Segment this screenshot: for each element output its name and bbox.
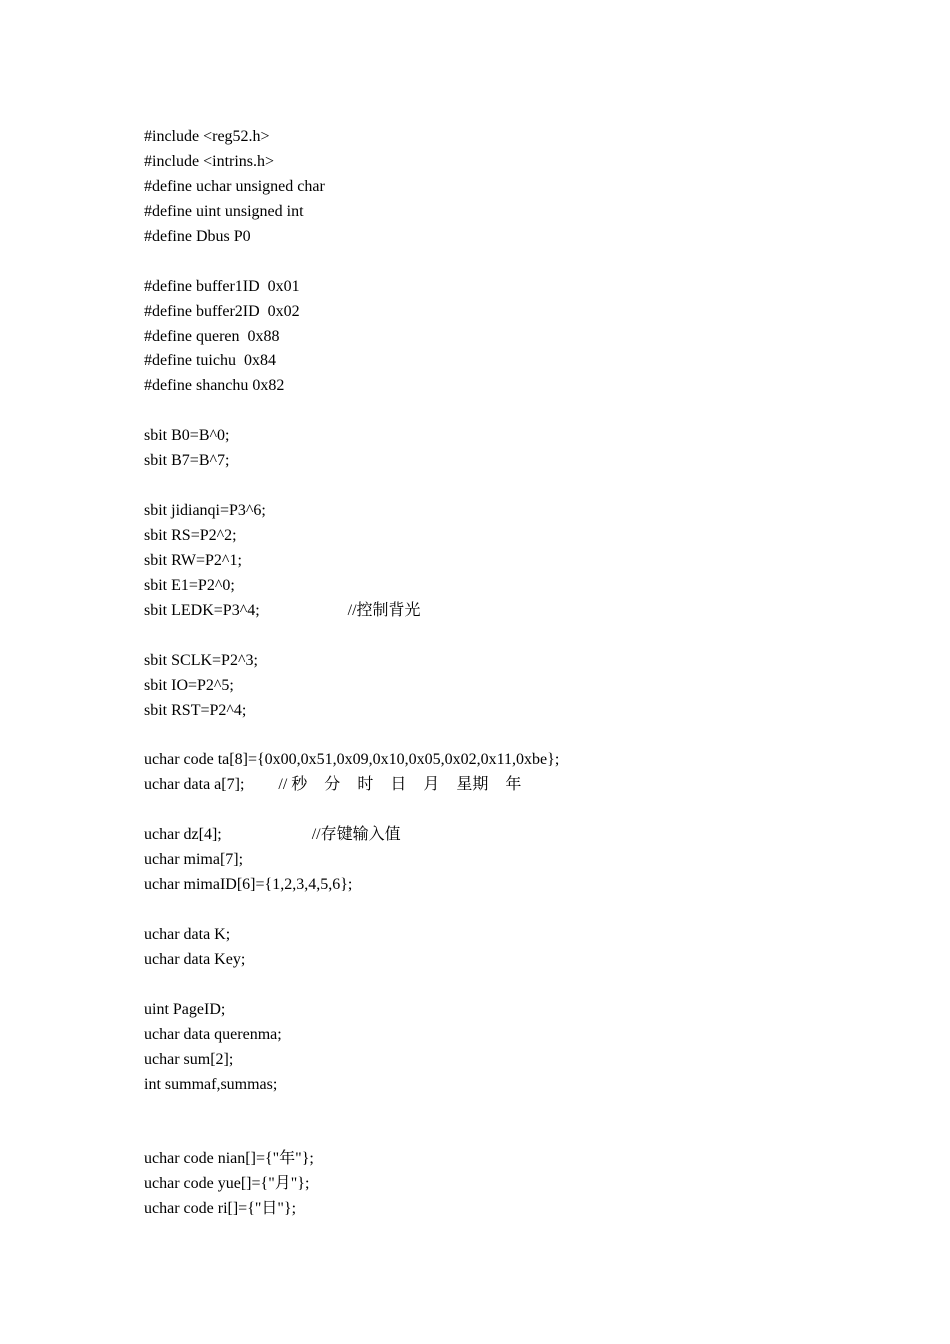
code-line: uchar code ta[8]={0x00,0x51,0x09,0x10,0x05,0x02,0x11,0xbe}; [144, 751, 560, 769]
code-line: sbit SCLK=P2^3; [144, 651, 258, 669]
code-line: #define shanchu 0x82 [144, 377, 285, 395]
code-text: uchar data a[7]; [144, 776, 245, 794]
code-line: uchar code yue[]={"月"}; [144, 1175, 310, 1193]
code-line: #include <reg52.h> [144, 128, 270, 145]
code-line: sbit RW=P2^1; [144, 551, 242, 569]
comment-word: 分 [324, 776, 341, 794]
code-line: uchar data Key; [144, 950, 246, 968]
code-line: uchar sum[2]; [144, 1050, 234, 1068]
comment-time-fields [278, 773, 521, 798]
comment-word: 星期 [456, 776, 489, 794]
code-line: sbit RS=P2^2; [144, 527, 237, 544]
blank-line [144, 898, 864, 923]
comment-backlight: //控制背光 [347, 601, 421, 619]
comment-word: 日 [390, 776, 407, 794]
blank-line [144, 624, 864, 649]
comment-word: 时 [357, 776, 374, 794]
comment-prefix: // [278, 776, 288, 794]
comment-word: 年 [505, 776, 522, 794]
code-line: sbit B0=B^0; [144, 427, 230, 445]
blank-line [144, 973, 864, 998]
code-line: uint PageID; [144, 1000, 226, 1018]
code-listing [144, 125, 864, 1222]
code-line: int summaf,summas; [144, 1075, 278, 1093]
code-line-with-comment [144, 599, 864, 624]
code-line: uchar mima[7]; [144, 851, 244, 869]
comment-key-input: //存键输入值 [311, 826, 401, 844]
code-line: #define uchar unsigned char [144, 177, 325, 195]
code-line-with-comment [144, 823, 864, 848]
blank-line [144, 724, 864, 749]
code-line: uchar code ri[]={"日"}; [144, 1200, 297, 1218]
code-line: sbit E1=P2^0; [144, 576, 235, 594]
comment-word: 月 [423, 776, 440, 794]
blank-line [144, 798, 864, 823]
code-text: uchar dz[4]; [144, 826, 222, 844]
code-line: sbit B7=B^7; [144, 452, 230, 470]
code-line: sbit jidianqi=P3^6; [144, 502, 266, 520]
code-line: uchar data querenma; [144, 1025, 282, 1043]
code-line: sbit IO=P2^5; [144, 676, 234, 694]
comment-word: 秒 [291, 776, 308, 794]
code-line: #define buffer2ID 0x02 [144, 302, 300, 320]
code-line: #include <intrins.h> [144, 152, 275, 170]
code-line: uchar code nian[]={"年"}; [144, 1150, 314, 1168]
code-line: uchar mimaID[6]={1,2,3,4,5,6}; [144, 876, 353, 894]
blank-line [144, 1098, 864, 1148]
blank-line [144, 474, 864, 499]
code-text: sbit LEDK=P3^4; [144, 601, 260, 619]
blank-line [144, 250, 864, 275]
code-line-with-comment [144, 773, 864, 798]
code-line: #define queren 0x88 [144, 327, 280, 345]
code-line: #define buffer1ID 0x01 [144, 277, 300, 295]
code-line: sbit RST=P2^4; [144, 701, 247, 719]
code-line: #define Dbus P0 [144, 227, 251, 245]
code-line: uchar data K; [144, 926, 231, 943]
code-line: #define uint unsigned int [144, 202, 304, 220]
code-line: #define tuichu 0x84 [144, 352, 276, 370]
blank-line [144, 399, 864, 424]
